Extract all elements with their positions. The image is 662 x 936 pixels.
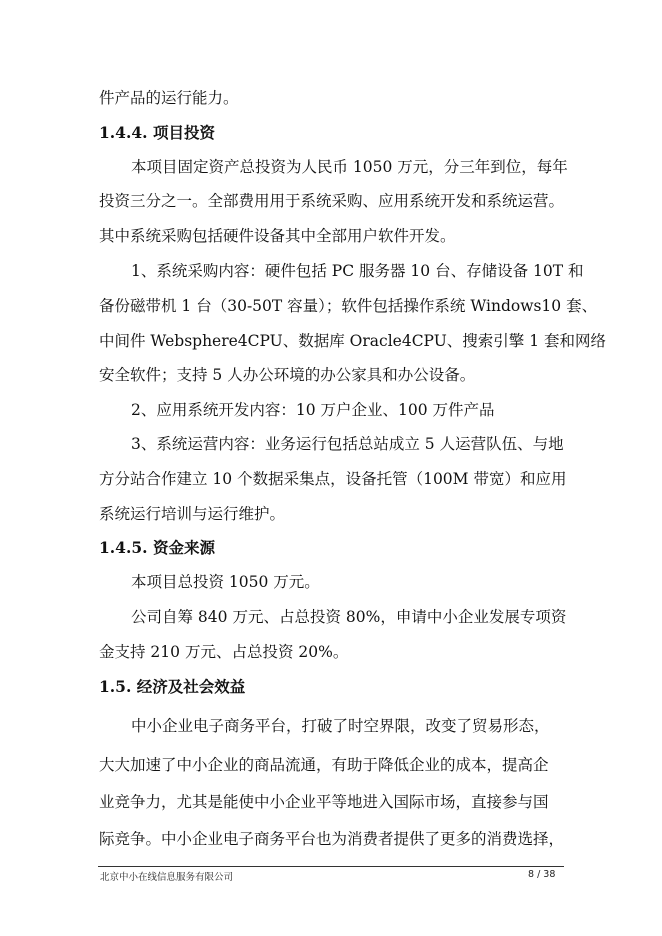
- paragraph-line: 安全软件；支持 5 人办公环境的办公家具和办公设备。: [99, 366, 476, 384]
- section-heading-1-4-5: 1.4.5. 资金来源: [99, 538, 215, 557]
- section-heading-1-5: 1.5. 经济及社会效益: [99, 677, 246, 696]
- paragraph-line: 公司自筹 840 万元、占总投资 80%，申请中小企业发展专项资: [131, 608, 567, 626]
- paragraph-line: 其中系统采购包括硬件设备其中全部用户软件开发。: [99, 227, 456, 245]
- paragraph-line: 系统运行培训与运行维护。: [99, 505, 286, 523]
- section-heading-1-4-4: 1.4.4. 项目投资: [99, 123, 215, 142]
- paragraph-line: 投资三分之一。全部费用用于系统采购、应用系统开发和系统运营。: [99, 192, 565, 210]
- paragraph-line: 1、系统采购内容：硬件包括 PC 服务器 10 台、存储设备 10T 和: [131, 262, 584, 280]
- paragraph-line: 业竞争力，尤其是能使中小企业平等地进入国际市场，直接参与国: [99, 793, 549, 811]
- paragraph-line: 中小企业电子商务平台，打破了时空界限，改变了贸易形态，: [131, 717, 550, 735]
- paragraph-line: 方分站合作建立 10 个数据采集点，设备托管（100M 带宽）和应用: [99, 470, 567, 488]
- paragraph-line: 件产品的运行能力。: [99, 89, 239, 107]
- paragraph-line: 3、系统运营内容：业务运行包括总站成立 5 人运营队伍、与地: [131, 435, 564, 453]
- paragraph-line: 本项目总投资 1050 万元。: [131, 573, 320, 591]
- footer-page-number: 8 / 38: [528, 869, 556, 880]
- paragraph-line: 2、应用系统开发内容：10 万户企业、100 万件产品: [131, 401, 495, 419]
- paragraph-line: 大大加速了中小企业的商品流通，有助于降低企业的成本，提高企: [99, 756, 549, 774]
- paragraph-line: 本项目固定资产总投资为人民币 1050 万元，分三年到位，每年: [131, 158, 568, 176]
- footer-divider: [98, 866, 564, 867]
- footer-company: 北京中小在线信息服务有限公司: [100, 872, 234, 883]
- paragraph-line: 备份磁带机 1 台（30-50T 容量）；软件包括操作系统 Windows10 套、: [99, 297, 598, 315]
- paragraph-line: 金支持 210 万元、占总投资 20%。: [99, 643, 349, 661]
- paragraph-line: 际竞争。中小企业电子商务平台也为消费者提供了更多的消费选择，: [99, 830, 565, 848]
- paragraph-line: 中间件 Websphere4CPU、数据库 Oracle4CPU、搜索引擎 1 套和网络: [99, 332, 606, 350]
